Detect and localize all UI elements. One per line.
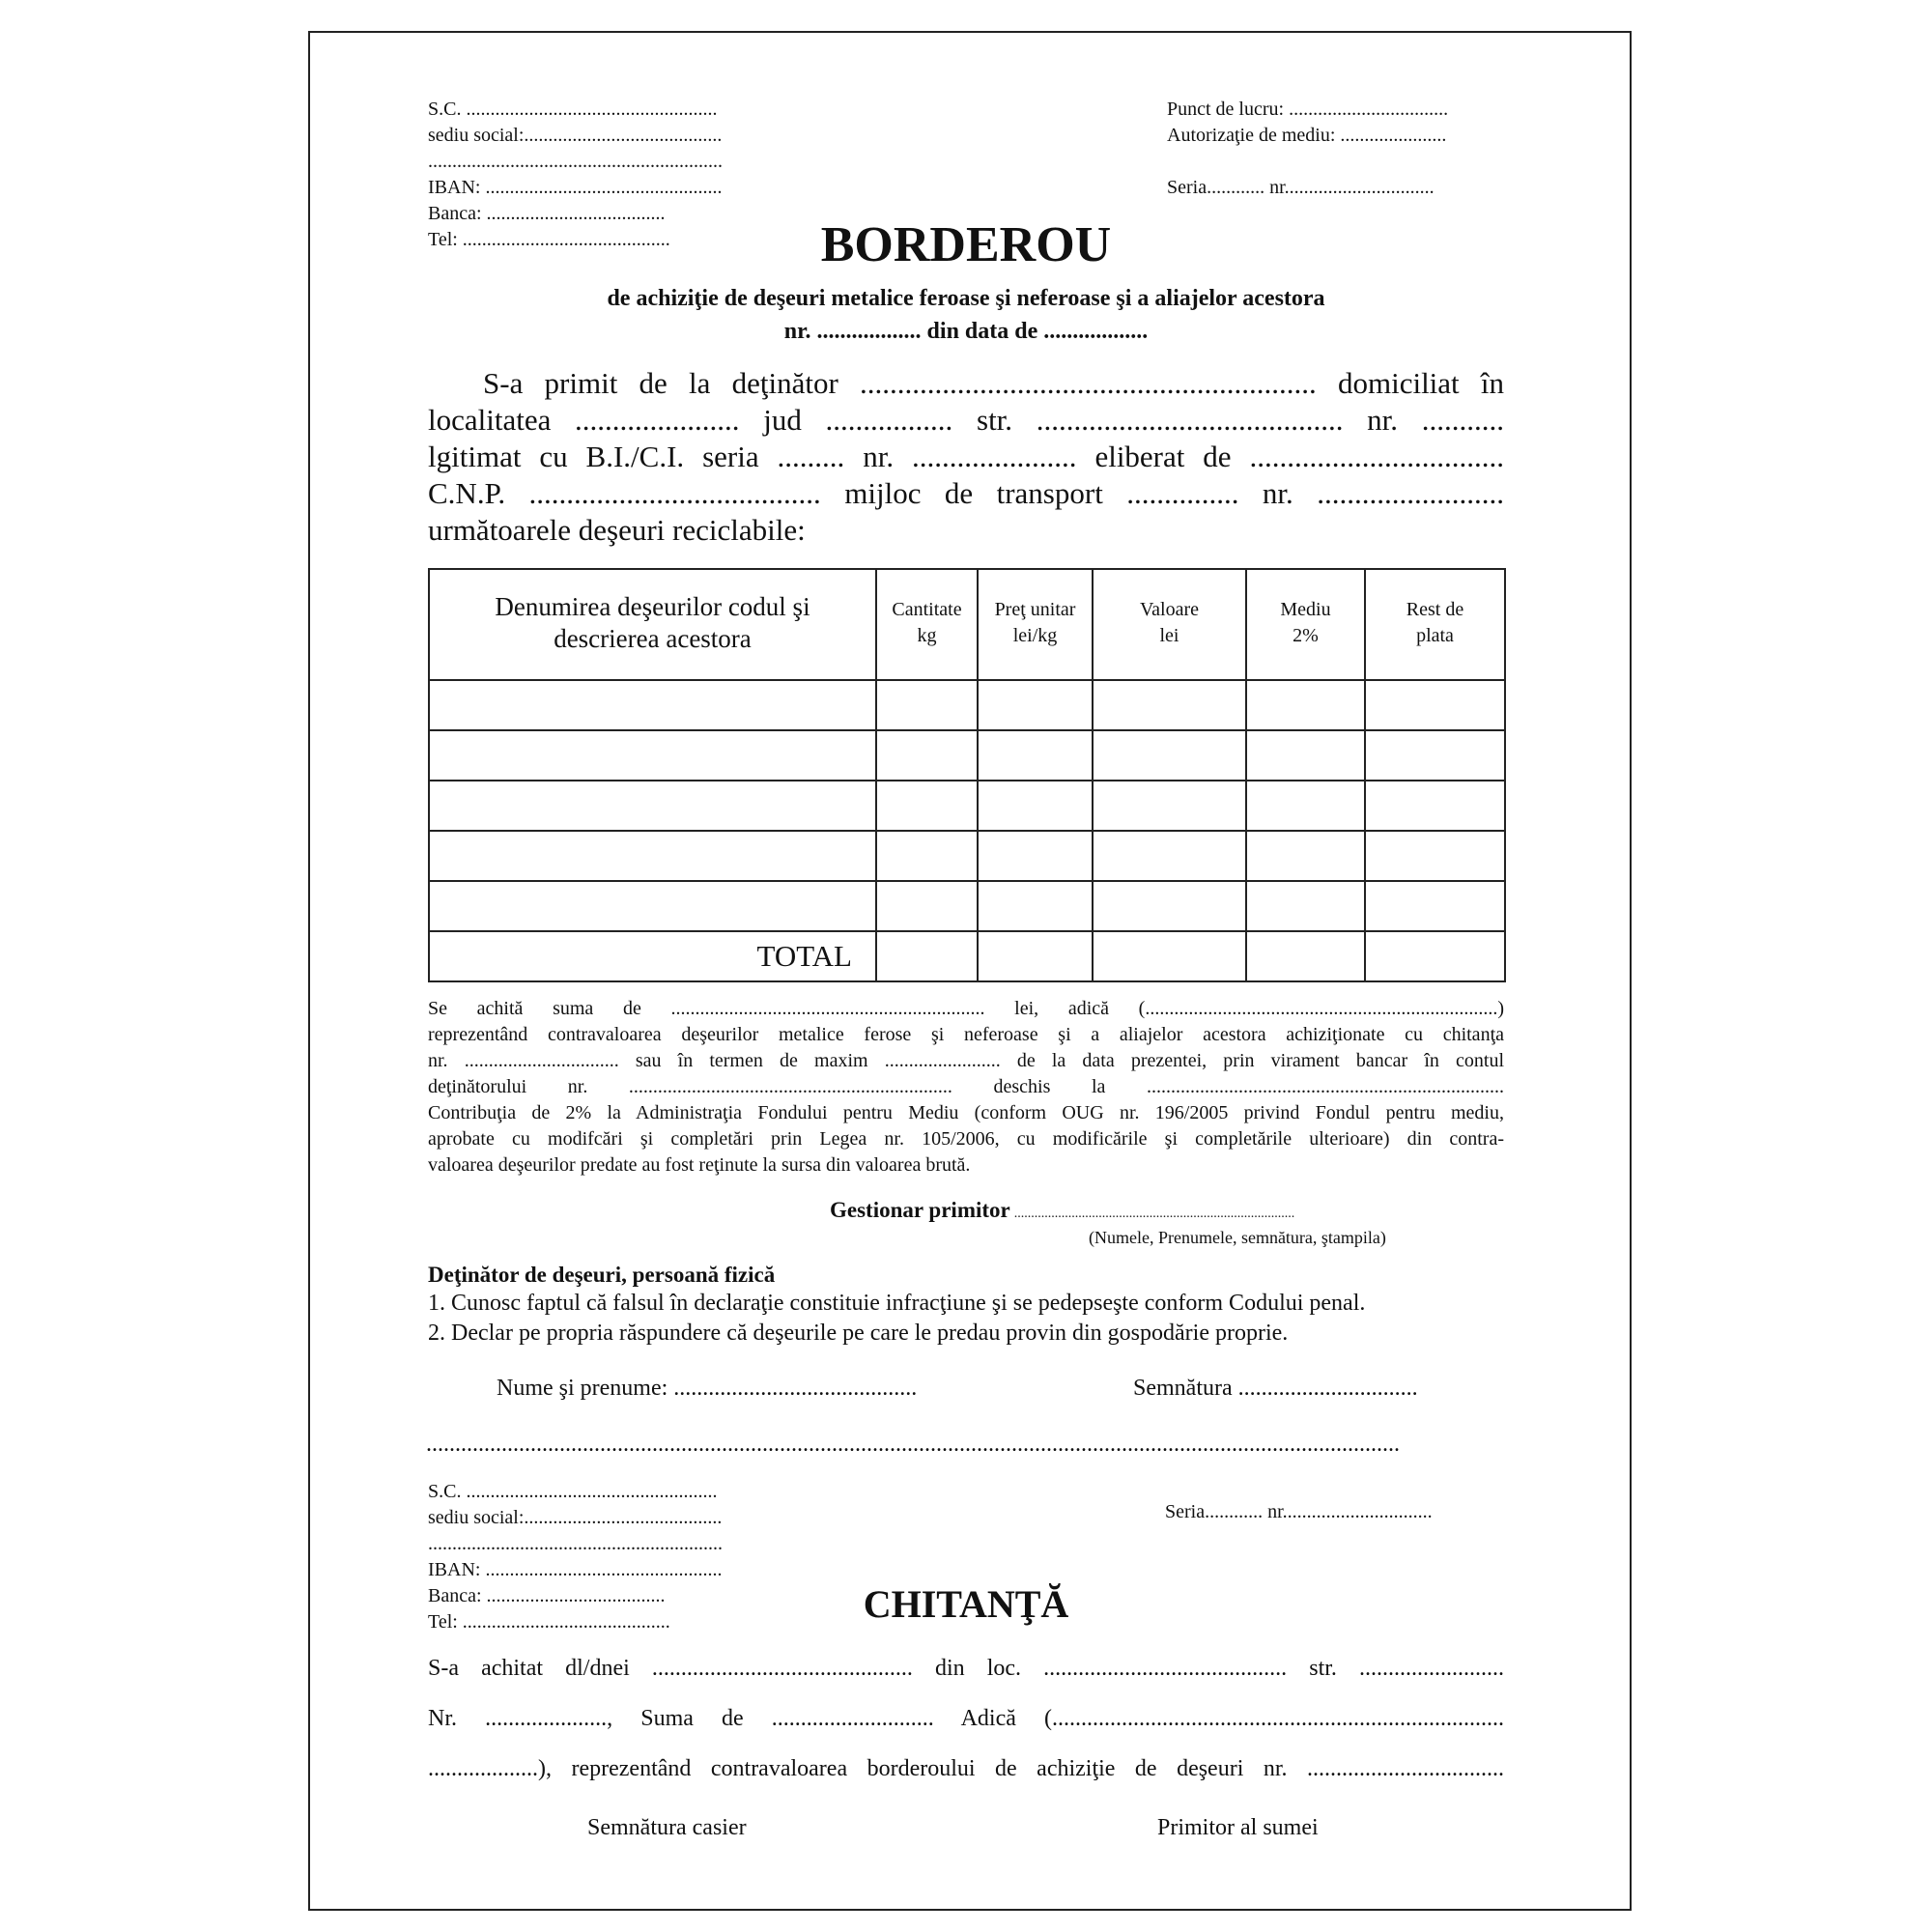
- table-cell[interactable]: [429, 781, 876, 831]
- company-bank-line: Banca: .....................................: [428, 203, 666, 224]
- receipt-line-1: S-a achitat dl/dnei ............................................. din loc. .......................................... str. .........................: [428, 1656, 1504, 1681]
- table-cell[interactable]: [1365, 831, 1505, 881]
- company-sc-line: S.C. ....................................................: [428, 1481, 718, 1502]
- total-cell[interactable]: [1365, 931, 1505, 981]
- payment-line: reprezentând contravaloarea deşeurilor metalice ferose şi neferoase şi a aliajelor acestora achiziţionate cu chitanţa: [428, 1024, 1504, 1045]
- table-cell[interactable]: [876, 881, 978, 931]
- intro-holder-line: S-a primit de la deţinător ............................................................. domiciliat în: [483, 366, 1504, 400]
- table-cell[interactable]: [1365, 730, 1505, 781]
- receipt-title: CHITANŢĂ: [863, 1582, 1069, 1626]
- table-cell[interactable]: [1246, 831, 1365, 881]
- receipt-line-2: Nr. ....................., Suma de ............................ Adică (..............................................................................: [428, 1706, 1504, 1731]
- payment-line: deţinătorului nr. ................................................................... deschis la ..........................................................................: [428, 1076, 1504, 1097]
- table-cell[interactable]: [1246, 730, 1365, 781]
- company-seat-line: sediu social:.........................................: [428, 125, 723, 146]
- company-phone-line: Tel: ...........................................: [428, 1611, 670, 1633]
- holder-signature-field: Semnătura ...............................: [1133, 1376, 1418, 1401]
- borderou-title: BORDEROU: [820, 217, 1112, 272]
- total-cell[interactable]: [876, 931, 978, 981]
- intro-locality-line: localitatea ...................... jud ................. str. ......................................... nr. ...........: [428, 403, 1504, 437]
- company-iban-line: IBAN: .................................................: [428, 177, 723, 198]
- header-unit-price: Preţ unitar lei/kg: [978, 569, 1093, 680]
- table-header-row: [429, 569, 1505, 680]
- company-iban-line: IBAN: .................................................: [428, 1559, 723, 1580]
- table-cell[interactable]: [978, 781, 1093, 831]
- table-cell[interactable]: [1093, 781, 1246, 831]
- series-number-bottom: Seria............ nr...............................: [1165, 1501, 1433, 1522]
- table-total-row: [429, 931, 1505, 981]
- table-cell[interactable]: [1246, 680, 1365, 730]
- table-cell[interactable]: [429, 680, 876, 730]
- intro-cnp-line: C.N.P. ....................................... mijloc de transport ............... nr. .........................: [428, 476, 1504, 510]
- table-cell[interactable]: [429, 730, 876, 781]
- table-cell[interactable]: [1093, 730, 1246, 781]
- intro-id-line: lgitimat cu B.I./C.I. seria ......... nr. ...................... eliberat de ..................................: [428, 440, 1504, 473]
- header-quantity: Cantitate kg: [876, 569, 978, 680]
- company-sc-line: S.C. ....................................................: [428, 99, 718, 120]
- table-cell[interactable]: [876, 730, 978, 781]
- table-cell[interactable]: [1365, 881, 1505, 931]
- holder-heading: Deţinător de deşeuri, persoană fizică: [428, 1263, 776, 1287]
- holder-name-field: Nume şi prenume: ..........................................: [497, 1376, 918, 1401]
- table-cell[interactable]: [1246, 781, 1365, 831]
- table-row: [429, 781, 1505, 831]
- payment-line: Se achită suma de ................................................................. lei, adică (.........................................................................): [428, 998, 1504, 1019]
- total-label: TOTAL: [429, 931, 876, 981]
- table-cell[interactable]: [978, 881, 1093, 931]
- receiver-manager-caption: (Numele, Prenumele, semnătura, ştampila): [1089, 1228, 1386, 1247]
- table-cell[interactable]: [1246, 881, 1365, 931]
- table-cell[interactable]: [876, 831, 978, 881]
- holder-statement-1: 1. Cunosc faptul că falsul în declaraţie constituie infracţiune şi se pedepseşte conform Codului penal.: [428, 1291, 1366, 1316]
- table-cell[interactable]: [429, 831, 876, 881]
- receiver-manager-line: [830, 1198, 1294, 1223]
- table-row: [429, 680, 1505, 730]
- table-cell[interactable]: [1365, 680, 1505, 730]
- table-cell[interactable]: [1365, 781, 1505, 831]
- table-cell[interactable]: [876, 680, 978, 730]
- series-number-top: Seria............ nr...............................: [1167, 177, 1435, 198]
- receipt-line-3: ...................), reprezentând contravaloarea borderoului de achiziţie de deşeuri nr. ..................................: [428, 1756, 1504, 1781]
- cashier-signature-label: Semnătura casier: [587, 1815, 747, 1840]
- table-cell[interactable]: [978, 680, 1093, 730]
- table-cell[interactable]: [978, 831, 1093, 881]
- table-cell[interactable]: [876, 781, 978, 831]
- total-cell[interactable]: [1246, 931, 1365, 981]
- receiver-manager-label: Gestionar primitor: [830, 1198, 1010, 1222]
- table-cell[interactable]: [1093, 881, 1246, 931]
- total-cell[interactable]: [978, 931, 1093, 981]
- payment-line: valoarea deşeurilor predate au fost reţinute la sursa din valoarea brută.: [428, 1154, 971, 1176]
- company-bank-line: Banca: .....................................: [428, 1585, 666, 1606]
- receiver-manager-dots: ...................................................................................: [1013, 1207, 1295, 1221]
- environment-authorization-line: Autorizaţie de mediu: ......................: [1167, 125, 1447, 146]
- cut-line: ........................................................................................................................................................................: [426, 1432, 1400, 1457]
- table-row: [429, 831, 1505, 881]
- payment-line: Contribuţia de 2% la Administraţia Fondului pentru Mediu (conform OUG nr. 196/2005 privind Fondul pentru mediu,: [428, 1102, 1504, 1123]
- borderou-subtitle: de achiziţie de deşeuri metalice feroase şi neferoase şi a aliajelor acestora: [607, 286, 1325, 311]
- header-waste-description: Denumirea deşeurilor codul şi descrierea acestora: [429, 569, 876, 680]
- table-cell[interactable]: [429, 881, 876, 931]
- holder-statement-2: 2. Declar pe propria răspundere că deşeurile pe care le predau provin din gospodărie proprie.: [428, 1321, 1289, 1346]
- payment-line: aprobate cu modifcări şi completări prin Legea nr. 105/2006, cu modificările şi completările ulterioare) din contra-: [428, 1128, 1504, 1150]
- workpoint-info: [1167, 97, 1448, 149]
- header-environment-fee: Mediu 2%: [1246, 569, 1365, 680]
- table-cell[interactable]: [1093, 831, 1246, 881]
- company-seat-line: sediu social:.........................................: [428, 1507, 723, 1528]
- total-cell[interactable]: [1093, 931, 1246, 981]
- header-value: Valoare lei: [1093, 569, 1246, 680]
- payment-paragraph: [428, 996, 1504, 1179]
- table-cell[interactable]: [978, 730, 1093, 781]
- workpoint-line: Punct de lucru: .................................: [1167, 99, 1449, 120]
- company-seat-line-2: .............................................................: [428, 1533, 723, 1554]
- company-phone-line: Tel: ...........................................: [428, 229, 670, 250]
- table-cell[interactable]: [1093, 680, 1246, 730]
- intro-waste-line: următoarele deşeuri reciclabile:: [428, 513, 806, 547]
- waste-table: [428, 568, 1506, 982]
- receiver-signature-label: Primitor al sumei: [1157, 1815, 1319, 1840]
- header-remaining-payment: Rest de plata: [1365, 569, 1505, 680]
- payment-line: nr. ................................ sau în termen de maxim ........................ de la data prezentei, prin virament bancar în contul: [428, 1050, 1504, 1071]
- table-row: [429, 730, 1505, 781]
- company-seat-line-2: .............................................................: [428, 151, 723, 172]
- table-row: [429, 881, 1505, 931]
- borderou-number-date: nr. .................. din data de ..................: [783, 319, 1149, 344]
